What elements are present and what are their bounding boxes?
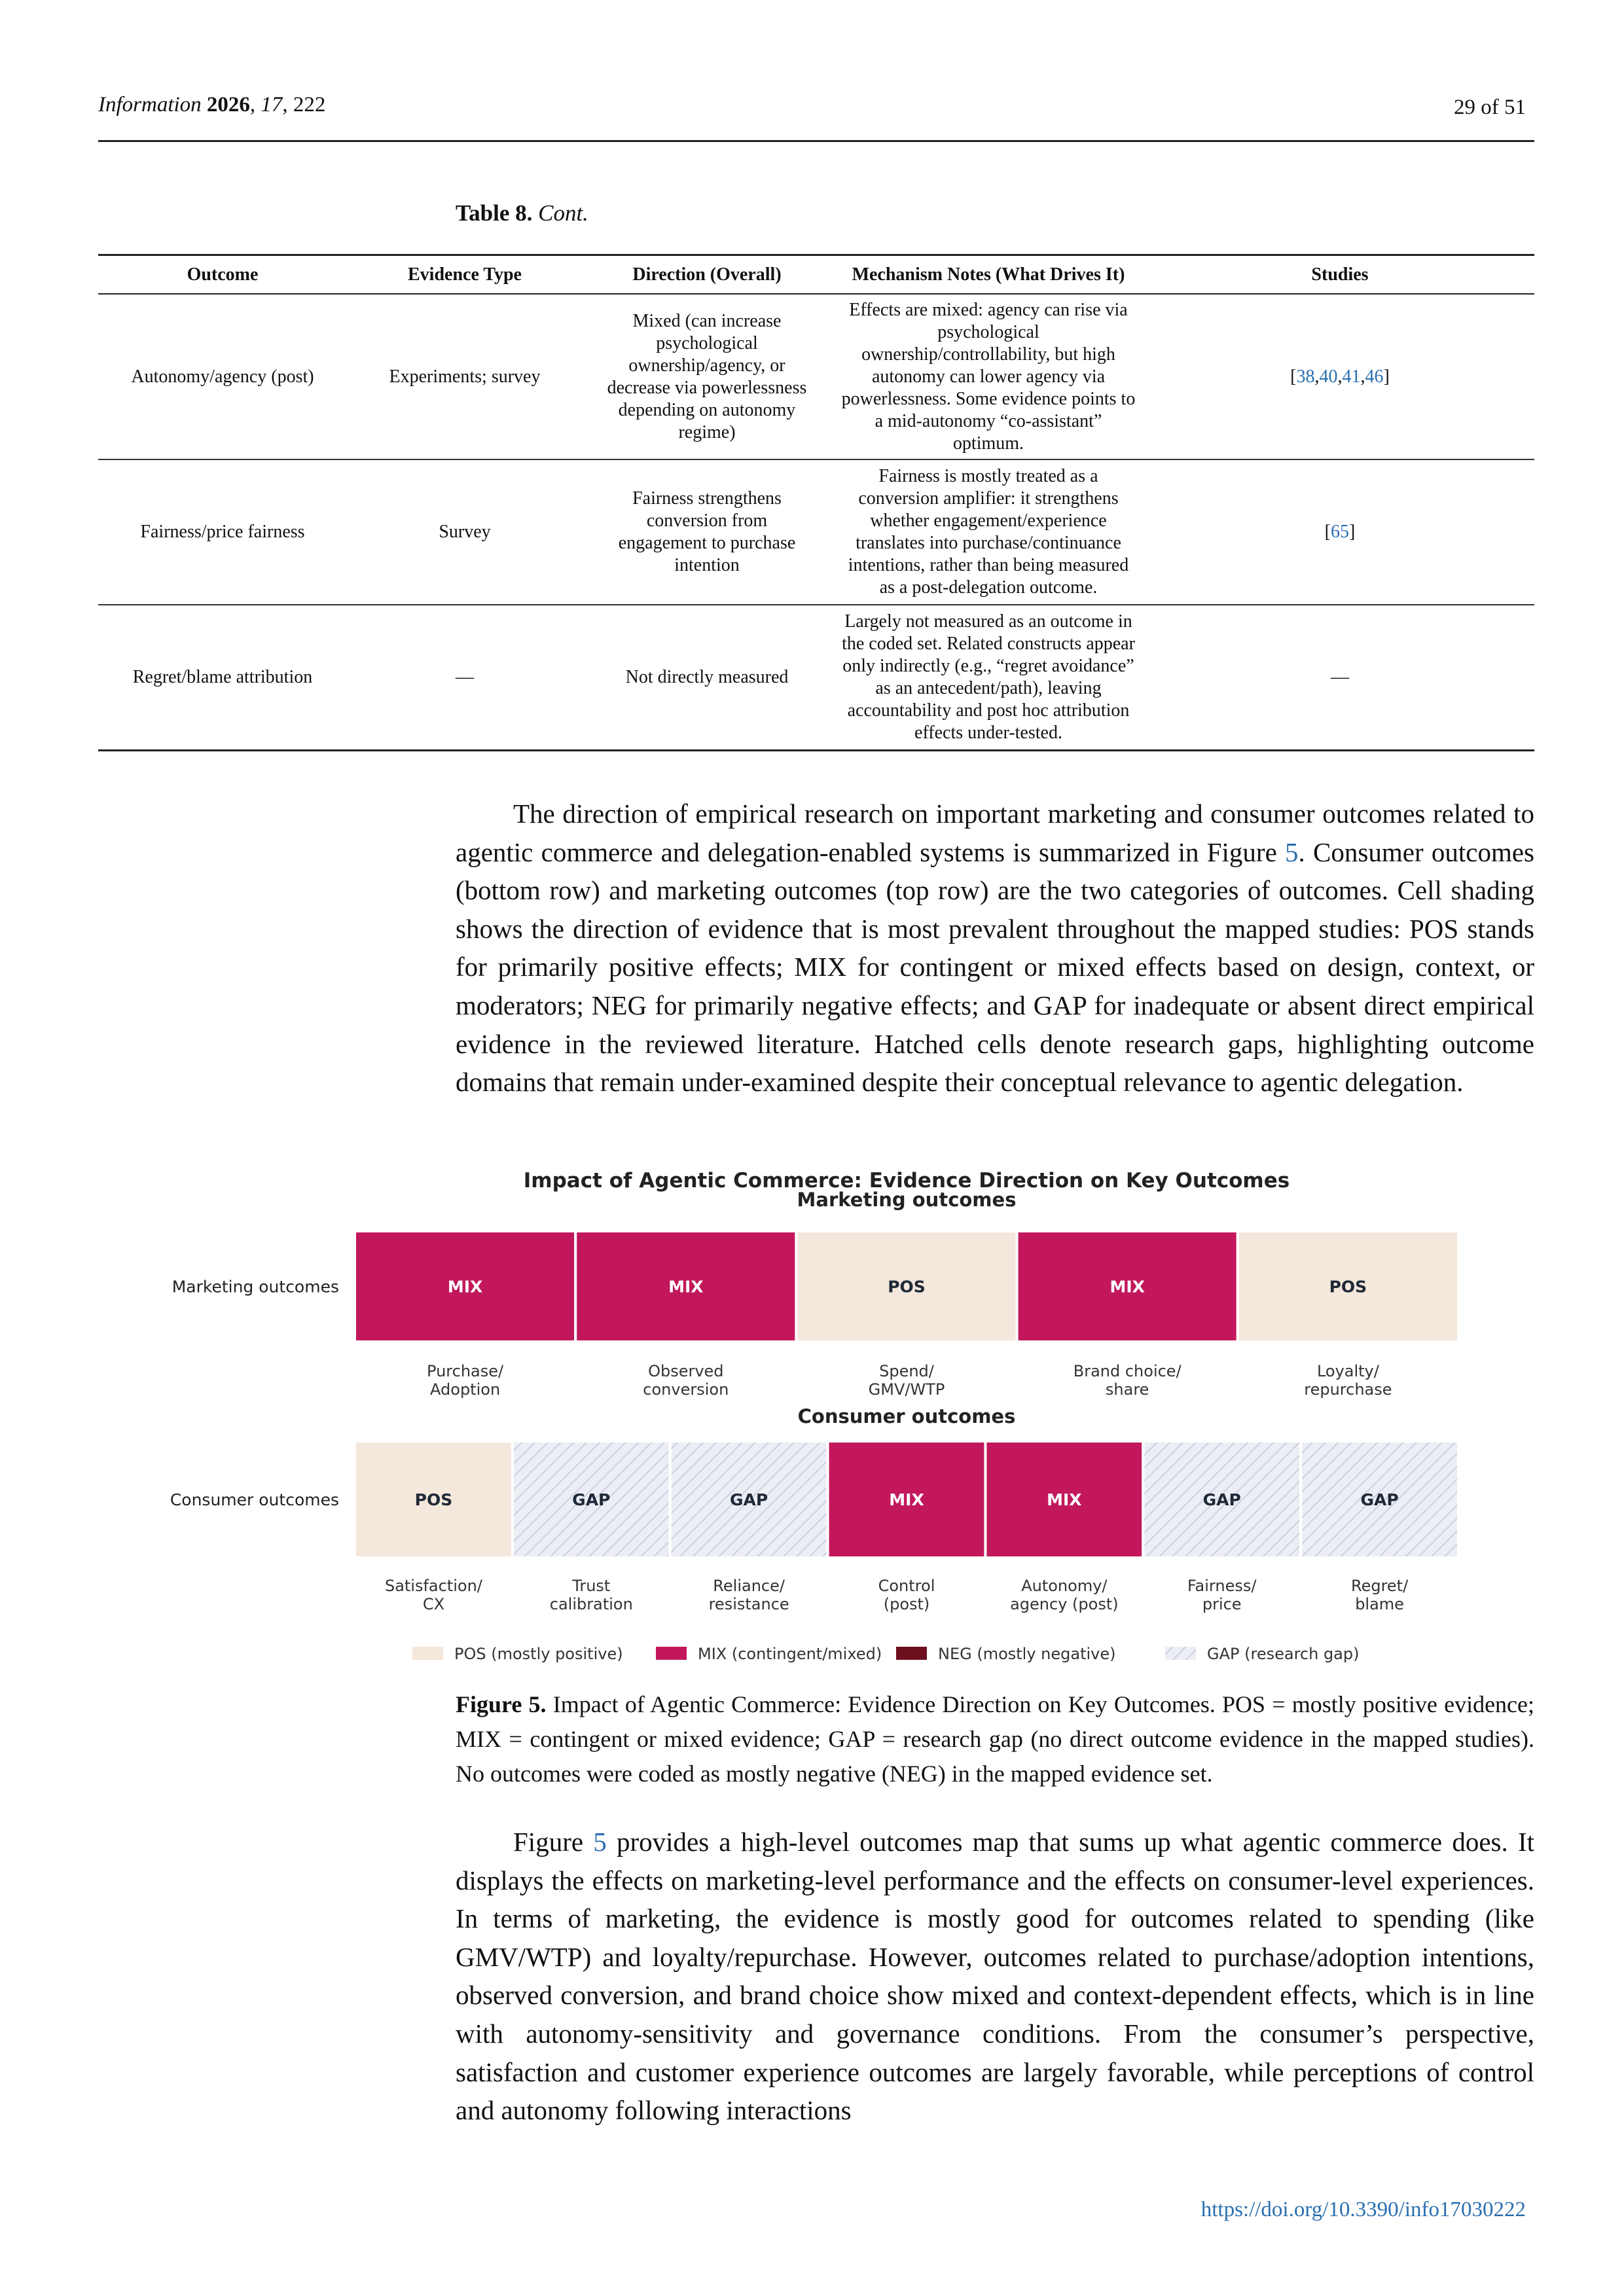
cell-line: intention [674, 555, 740, 575]
citation-link[interactable]: 41 [1342, 366, 1361, 387]
category-tick-label: CX [422, 1595, 445, 1613]
category-tick-label: blame [1355, 1595, 1404, 1613]
cell-mechanism [831, 459, 1146, 605]
category-tick-label: (post) [883, 1595, 930, 1613]
body-paragraph [456, 1823, 1534, 2130]
col-header-outcome: Outcome [98, 255, 347, 295]
table-row [98, 459, 1534, 605]
category-tick-label: Control [878, 1577, 935, 1595]
category-tick-label: Satisfaction/ [384, 1577, 482, 1595]
category-tick-label: Fairness/ [1187, 1577, 1257, 1595]
category-tick-label: Brand choice/ [1073, 1362, 1182, 1380]
cell-line: Fairness is mostly treated as a [878, 466, 1098, 486]
table-caption [456, 200, 588, 226]
page-number: 29 of 51 [1454, 96, 1526, 119]
cell-value-label: POS [414, 1490, 453, 1509]
cell-line: ownership/controllability, but high [861, 344, 1115, 365]
cell-evidence: Survey [347, 459, 583, 605]
citation-link[interactable]: 38 [1296, 366, 1315, 387]
legend-label: GAP (research gap) [1207, 1645, 1360, 1662]
legend-swatch [656, 1647, 687, 1660]
cell-line: autonomy can lower agency via [871, 366, 1106, 387]
cell-line: engagement to purchase [618, 533, 796, 553]
running-header: Information 2026, 17, 222 [98, 93, 326, 117]
cell-value-label: POS [888, 1277, 926, 1297]
row-label: Consumer outcomes [170, 1490, 339, 1509]
cell-line: Effects are mixed: agency can rise via [849, 299, 1128, 320]
para-text: Figure [513, 1827, 594, 1857]
cell-direction [583, 605, 831, 751]
cell-line: a mid-autonomy “co-assistant” [875, 410, 1102, 431]
category-tick-label: resistance [708, 1595, 789, 1613]
citation-link[interactable]: 40 [1319, 366, 1338, 387]
cell-line: powerlessness. Some evidence points to [841, 388, 1136, 409]
legend-swatch [412, 1647, 443, 1660]
cell-line: ownership/agency, or [628, 355, 785, 376]
evidence-table [98, 254, 1534, 751]
table-header-row [98, 255, 1534, 295]
citation-link[interactable]: 46 [1365, 366, 1384, 387]
figure-caption-text: Impact of Agentic Commerce: Evidence Direction on Key Outcomes. POS = mostly positive evidence; MIX = contingent or mixed evidence; GAP = research gap (no direct outcome evidence in the mapped studies). No outcomes were coded as mostly negative (NEG) in the mapped evidence set. [456, 1691, 1535, 1787]
cell-outcome: Fairness/price fairness [98, 459, 347, 605]
category-tick-label: conversion [643, 1380, 729, 1399]
col-header-evidence: Evidence Type [347, 255, 583, 295]
cell-line: Largely not measured as an outcome in [844, 611, 1132, 632]
legend-label: NEG (mostly negative) [938, 1645, 1116, 1662]
category-tick-label: Observed [648, 1362, 724, 1380]
cell-line: depending on autonomy [618, 399, 796, 420]
cell-line: effects under-tested. [914, 723, 1062, 743]
category-tick-label: Regret/ [1350, 1577, 1409, 1595]
table-row [98, 294, 1534, 459]
para-text: provides a high-level outcomes map that sums up what agentic commerce does. It displays the effects on marketing-level performance and the effects on consumer-level experiences. In terms of marketing, the evidence is mostly good for outcomes related to spending (like GMV/WTP) and loyalty/repurchase. However, outcomes related to purchase/adoption intentions, observed conversion, and brand choice show mixed and context-dependent effects, which is in line with autonomy-sensitivity and governance conditions. From the consumer’s perspective, satisfaction and customer experience outcomes are largely favorable, while perceptions of control and autonomy following interactions [456, 1827, 1534, 2126]
category-tick-label: Loyalty/ [1316, 1362, 1379, 1380]
col-header-direction: Direction (Overall) [583, 255, 831, 295]
cell-line: only indirectly (e.g., “regret avoidance” [842, 656, 1134, 676]
table-row [98, 605, 1534, 751]
category-tick-label: Adoption [430, 1380, 501, 1399]
doi-link[interactable]: https://doi.org/10.3390/info17030222 [1200, 2198, 1526, 2221]
col-header-mechanism: Mechanism Notes (What Drives It) [831, 255, 1146, 295]
category-tick-label: Spend/ [879, 1362, 934, 1380]
category-tick-label: repurchase [1304, 1380, 1392, 1399]
cell-value-label: GAP [1202, 1490, 1241, 1509]
cell-studies: [38,40,41,46] [1146, 294, 1534, 459]
table-caption-label: Table 8. [456, 200, 533, 226]
cell-outcome: Autonomy/agency (post) [98, 294, 347, 459]
cell-direction [583, 459, 831, 605]
row-subtitle: Consumer outcomes [797, 1405, 1016, 1427]
legend-label: POS (mostly positive) [454, 1645, 623, 1662]
legend-swatch [1165, 1647, 1196, 1660]
article-number: 222 [293, 93, 326, 117]
figure-5 [164, 1165, 1473, 1662]
figure-caption [456, 1687, 1534, 1791]
chart-title: Impact of Agentic Commerce: Evidence Direction on Key Outcomes [523, 1169, 1290, 1193]
category-tick-label: Reliance/ [713, 1577, 785, 1595]
cell-line: conversion amplifier: it strengthens [858, 488, 1119, 509]
cell-studies: — [1146, 605, 1534, 751]
legend-swatch [896, 1647, 927, 1660]
cell-line: psychological [656, 332, 758, 353]
cell-value-label: GAP [572, 1490, 611, 1509]
legend-label: MIX (contingent/mixed) [698, 1645, 882, 1662]
cell-line: intentions, rather than being measured [848, 555, 1129, 575]
cell-line: optimum. [952, 433, 1024, 454]
cell-value-label: MIX [889, 1490, 924, 1509]
cell-value-label: MIX [1047, 1490, 1082, 1509]
header-rule [98, 140, 1534, 142]
journal-year: 2026 [206, 93, 250, 117]
row-label: Marketing outcomes [171, 1277, 339, 1297]
para-text: . Consumer outcomes (bottom row) and marketing outcomes (top row) are the two categories of outcomes. Cell shading shows the direction of evidence that is most prevalent throughout the mapped studies: POS stands for primarily positive effects; MIX for contingent or mixed effects based on design, context, or moderators; NEG for primarily negative effects; and GAP for inadequate or absent direct empirical evidence in the reviewed literature. Hatched cells denote research gaps, highlighting outcome domains that remain under-examined despite their conceptual relevance to agentic delegation. [456, 836, 1534, 1098]
cell-outcome: Regret/blame attribution [98, 605, 347, 751]
table-caption-text: Cont. [538, 200, 588, 226]
cell-line: as a post-delegation outcome. [879, 577, 1098, 598]
cell-line: psychological [937, 321, 1039, 342]
cell-mechanism [831, 294, 1146, 459]
body-paragraph [456, 795, 1534, 1102]
cell-line: whether engagement/experience [870, 511, 1107, 531]
category-tick-label: Purchase/ [427, 1362, 504, 1380]
cell-direction [583, 294, 831, 459]
cell-value-label: MIX [1110, 1277, 1145, 1297]
cell-line: the coded set. Related constructs appear [842, 634, 1135, 654]
cell-line: translates into purchase/continuance [856, 533, 1121, 553]
cell-value-label: GAP [730, 1490, 768, 1509]
cell-value-label: MIX [668, 1277, 704, 1297]
citation-link[interactable]: 65 [1331, 522, 1349, 542]
cell-line: Not directly measured [625, 667, 789, 687]
cell-line: accountability and post hoc attribution [847, 700, 1130, 721]
cell-value-label: GAP [1360, 1490, 1399, 1509]
col-header-studies: Studies [1146, 255, 1534, 295]
cell-line: Mixed (can increase [632, 310, 782, 331]
cell-line: conversion from [646, 511, 768, 531]
category-tick-label: GMV/WTP [868, 1380, 945, 1399]
cell-studies: [65] [1146, 459, 1534, 605]
cell-line: as an antecedent/path), leaving [875, 678, 1102, 698]
journal-volume: 17 [261, 93, 283, 117]
cell-mechanism [831, 605, 1146, 751]
cell-line: regime) [678, 422, 736, 442]
cell-value-label: MIX [447, 1277, 483, 1297]
figure-caption-label: Figure 5. [456, 1691, 547, 1717]
cell-value-label: POS [1329, 1277, 1367, 1297]
evidence-heatmap [164, 1165, 1473, 1662]
row-subtitle: Marketing outcomes [797, 1189, 1017, 1211]
cell-line: decrease via powerlessness [607, 377, 807, 398]
journal-name: Information [98, 93, 202, 117]
cell-evidence: Experiments; survey [347, 294, 583, 459]
category-tick-label: price [1202, 1595, 1242, 1613]
category-tick-label: share [1105, 1380, 1149, 1399]
cell-evidence: — [347, 605, 583, 751]
cell-line: Fairness strengthens [632, 488, 782, 509]
category-tick-label: Trust [572, 1577, 611, 1595]
figure-ref-link[interactable]: 5 [1285, 836, 1299, 867]
category-tick-label: agency (post) [1010, 1595, 1119, 1613]
category-tick-label: Autonomy/ [1021, 1577, 1108, 1595]
para-text: The direction of empirical research on important marketing and consumer outcomes related to agentic commerce and delegation-enabled systems is summarized in Figure [456, 798, 1534, 867]
category-tick-label: calibration [549, 1595, 633, 1613]
figure-ref-link[interactable]: 5 [593, 1827, 607, 1857]
